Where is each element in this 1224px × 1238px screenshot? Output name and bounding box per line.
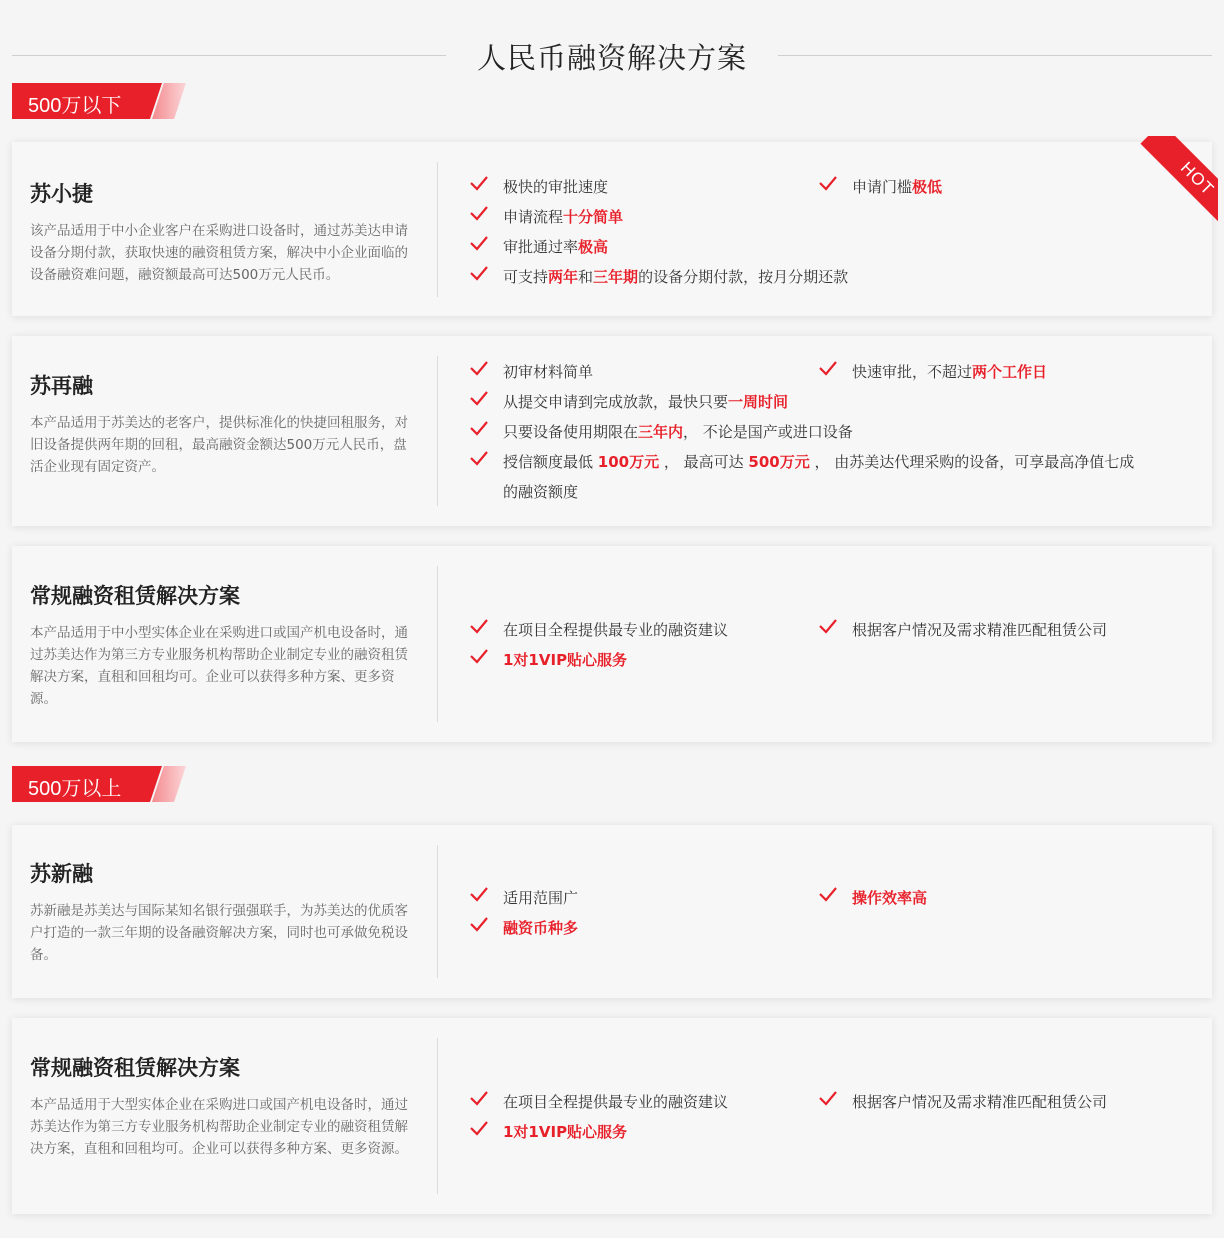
card-divider xyxy=(437,356,438,506)
product-name: 苏小捷 xyxy=(30,182,93,206)
feature-item: 1对1VIP贴心服务 xyxy=(469,645,627,675)
check-icon xyxy=(818,359,838,379)
feature-item: 可支持两年和三年期的设备分期付款，按月分期还款 xyxy=(469,262,848,292)
product-card-suxinrong xyxy=(12,825,1212,998)
product-name: 苏再融 xyxy=(30,374,93,398)
product-description: 本产品适用于大型实体企业在采购进口或国产机电设备时，通过苏美达作为第三方专业服务机构帮助企业制定专业的融资租赁解决方案，直租和回租均可。企业可以获得多种方案、更多资源。 xyxy=(30,1097,408,1157)
check-icon xyxy=(469,1089,489,1109)
header-divider-left xyxy=(12,55,446,56)
check-icon xyxy=(469,419,489,439)
page-header xyxy=(0,28,1224,84)
feature-item: 操作效率高 xyxy=(818,883,927,913)
check-icon xyxy=(469,174,489,194)
feature-item: 在项目全程提供最专业的融资建议 xyxy=(469,615,728,645)
check-icon xyxy=(469,647,489,667)
product-name: 常规融资租赁解决方案 xyxy=(30,1056,240,1080)
tier-tag-under-5m xyxy=(12,83,184,119)
check-icon xyxy=(818,1089,838,1109)
check-icon xyxy=(469,885,489,905)
feature-item: 初审材料简单 xyxy=(469,357,593,387)
feature-item: 授信额度最低 100万元 ， 最高可达 500万元 ， 由苏美达代理采购的设备，可享最高净值七成 xyxy=(469,447,1134,477)
card-divider xyxy=(437,566,438,722)
check-icon xyxy=(469,617,489,637)
card-divider xyxy=(437,162,438,297)
card-divider xyxy=(437,1038,438,1194)
feature-item: 只要设备使用期限在三年内， 不论是国产或进口设备 xyxy=(469,417,853,447)
feature-item: 融资币种多 xyxy=(469,913,578,943)
product-card-suzairong xyxy=(12,336,1212,526)
feature-item: 在项目全程提供最专业的融资建议 xyxy=(469,1087,728,1117)
check-icon xyxy=(469,234,489,254)
check-icon xyxy=(469,449,489,469)
check-icon xyxy=(818,617,838,637)
product-description: 本产品适用于中小型实体企业在采购进口或国产机电设备时，通过苏美达作为第三方专业服务机构帮助企业制定专业的融资租赁解决方案，直租和回租均可。企业可以获得多种方案、更多资源。 xyxy=(30,625,408,707)
check-icon xyxy=(469,359,489,379)
check-icon xyxy=(469,264,489,284)
product-description: 该产品适用于中小企业客户在采购进口设备时，通过苏美达申请设备分期付款，获取快速的融资租赁方案，解决中小企业面临的设备融资难问题，融资额最高可达500万元人民币。 xyxy=(30,223,408,283)
feature-item: 根据客户情况及需求精准匹配租赁公司 xyxy=(818,1087,1107,1117)
check-icon xyxy=(818,885,838,905)
feature-item: 根据客户情况及需求精准匹配租赁公司 xyxy=(818,615,1107,645)
product-card-regular-small xyxy=(12,546,1212,742)
hot-badge-label: HOT xyxy=(1140,136,1218,232)
feature-item: 审批通过率极高 xyxy=(469,232,608,262)
feature-item: 极快的审批速度 xyxy=(469,172,608,202)
check-icon xyxy=(469,915,489,935)
tier-label: 500万以上 xyxy=(28,778,122,800)
product-description: 本产品适用于苏美达的老客户，提供标准化的快捷回租服务，对旧设备提供两年期的回租，最高融资金额达500万元人民币，盘活企业现有固定资产。 xyxy=(30,415,408,475)
check-icon xyxy=(469,1119,489,1139)
feature-continuation: 的融资额度 xyxy=(503,483,579,501)
header-divider-right xyxy=(778,55,1212,56)
check-icon xyxy=(469,204,489,224)
product-name: 常规融资租赁解决方案 xyxy=(30,584,240,608)
check-icon xyxy=(469,389,489,409)
product-card-regular-large xyxy=(12,1018,1212,1214)
feature-item: 快速审批，不超过两个工作日 xyxy=(818,357,1047,387)
feature-item: 申请流程十分简单 xyxy=(469,202,623,232)
tier-tag-over-5m xyxy=(12,766,184,802)
check-icon xyxy=(818,174,838,194)
hot-badge xyxy=(1122,136,1218,232)
tier-label: 500万以下 xyxy=(28,95,122,117)
feature-item: 1对1VIP贴心服务 xyxy=(469,1117,627,1147)
product-description: 苏新融是苏美达与国际某知名银行强强联手，为苏美达的优质客户打造的一款三年期的设备融资解决方案，同时也可承做免税设备。 xyxy=(30,903,408,963)
product-name: 苏新融 xyxy=(30,862,93,886)
feature-item: 申请门槛极低 xyxy=(818,172,942,202)
product-card-suxiaojie xyxy=(12,142,1218,316)
feature-item: 适用范围广 xyxy=(469,883,578,913)
page-title: 人民币融资解决方案 xyxy=(476,41,747,75)
feature-item: 从提交申请到完成放款，最快只要一周时间 xyxy=(469,387,788,417)
card-divider xyxy=(437,845,438,978)
